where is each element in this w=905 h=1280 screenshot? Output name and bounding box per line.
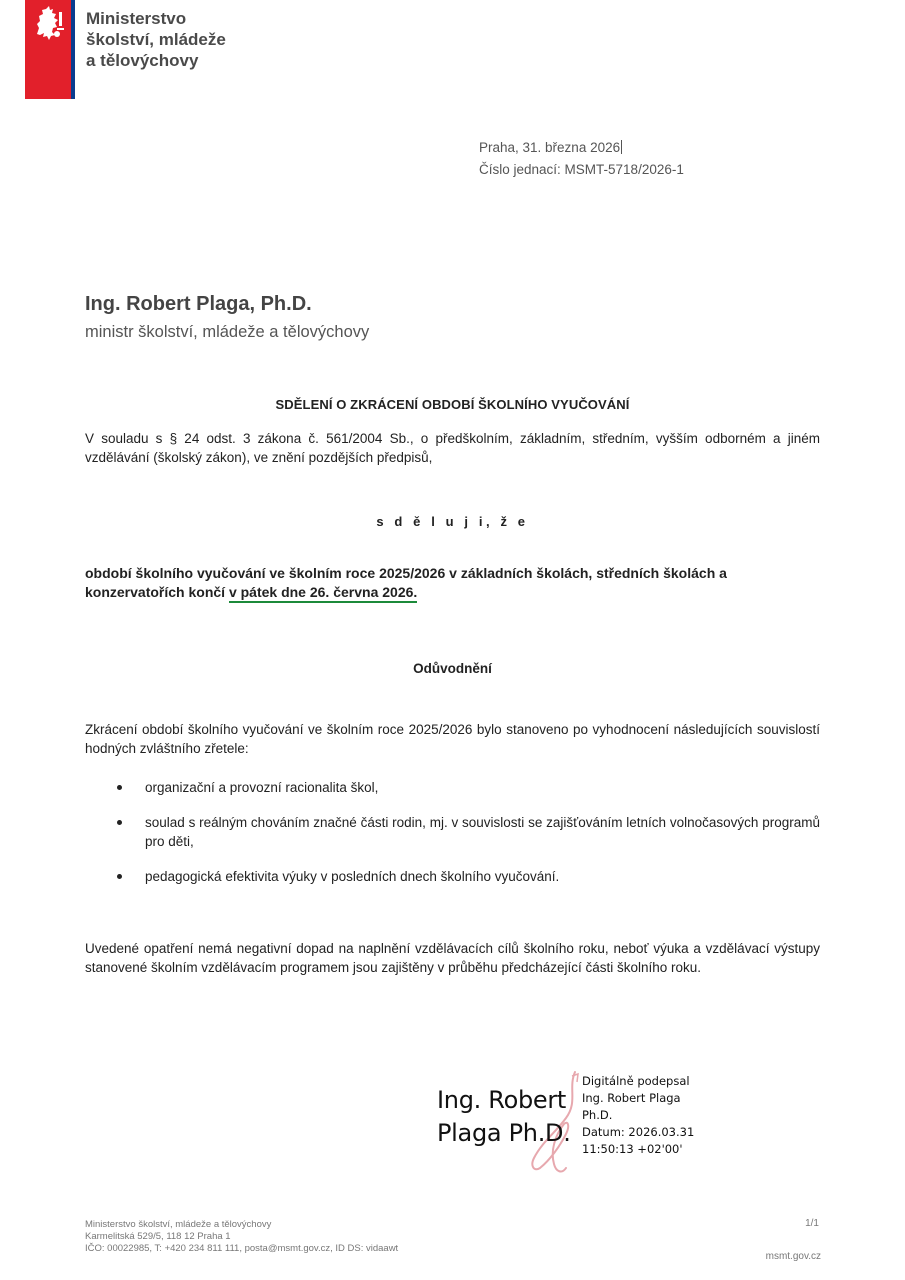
reference-number: Číslo jednací: MSMT-5718/2026-1 <box>479 162 684 177</box>
ministry-name <box>86 8 226 71</box>
signature-detail: Datum: 2026.03.31 <box>582 1125 695 1139</box>
ministry-name-line2: školství, mládeže <box>86 30 226 49</box>
signature-name-line2: Plaga Ph.D. <box>437 1119 571 1147</box>
logo-blue-bar <box>71 0 75 99</box>
page-number: 1/1 <box>805 1218 819 1229</box>
signature-detail: Ing. Robert Plaga <box>582 1091 681 1105</box>
dateline-block <box>479 137 684 181</box>
signature-name <box>437 1084 571 1150</box>
footer-line: Karmelitská 529/5, 118 12 Praha 1 <box>85 1231 231 1242</box>
footer-line: Ministerstvo školství, mládeže a tělovýchovy <box>85 1219 272 1230</box>
outcome-paragraph: Uvedené opatření nemá negativní dopad na naplnění vzdělávacích cílů školního roku, neboť výuka a vzdělávací výstupy stanovené školním vzdělávacím programem jsou zajištěny v průběhu předcházející části školního roku. <box>85 941 820 975</box>
signature-detail: 11:50:13 +02'00' <box>582 1142 683 1156</box>
decision-paragraph <box>85 564 820 602</box>
justification-heading: Odůvodnění <box>413 661 492 676</box>
footer-line: IČO: 00022985, T: +420 234 811 111, posta@msmt.gov.cz, ID DS: vidaawt <box>85 1243 399 1254</box>
list-item-text: soulad s reálným chováním značné části rodin, mj. v souvislosti se zajišťováním letních volnočasových programů pro děti, <box>145 815 820 849</box>
legal-basis-paragraph: V souladu s § 24 odst. 3 zákona č. 561/2004 Sb., o předškolním, základním, středním, vyšším odborném a jiném vzdělávání (školský zákon), ve znění pozdějších předpisů, <box>85 431 820 465</box>
justification-intro: Zkrácení období školního vyučování ve školním roce 2025/2026 bylo stanoveno po vyhodnocení následujících souvislostí hodných zvláštního zřetele: <box>85 722 820 756</box>
bullet-icon <box>117 820 122 825</box>
author-name: Ing. Robert Plaga, Ph.D. <box>85 293 312 315</box>
announce-heading: s d ě l u j i, ž e <box>376 514 529 529</box>
footer-address <box>85 1219 398 1255</box>
signature-detail: Digitálně podepsal <box>582 1074 690 1088</box>
list-item-text: organizační a provozní racionalita škol, <box>145 780 379 795</box>
document-heading: SDĚLENÍ O ZKRÁCENÍ OBDOBÍ ŠKOLNÍHO VYUČOVÁNÍ <box>275 397 630 412</box>
ministry-name-line1: Ministerstvo <box>86 9 187 28</box>
list-item-text: pedagogická efektivita výuky v posledních dnech školního vyučování. <box>145 869 560 884</box>
bullet-icon <box>117 785 122 790</box>
ministry-name-line3: a tělovýchovy <box>86 51 199 70</box>
decision-main-text: období školního vyučování ve školním roce 2025/2026 v základních školách, středních školách a konzervatořích končí <box>85 565 727 600</box>
lion-emblem-icon <box>31 4 67 44</box>
digital-signature-details <box>582 1073 694 1158</box>
list-item <box>85 867 820 886</box>
signature-name-line1: Ing. Robert <box>437 1086 567 1114</box>
justification-list <box>85 778 820 902</box>
author-title: ministr školství, mládeže a tělovýchovy <box>85 323 370 341</box>
list-item <box>85 813 820 851</box>
place-date: Praha, 31. března 2026 <box>479 140 621 155</box>
text-caret <box>621 140 622 154</box>
signature-detail: Ph.D. <box>582 1108 613 1122</box>
decision-highlight: v pátek dne 26. června 2026. <box>229 584 417 603</box>
footer-website: msmt.gov.cz <box>765 1251 821 1262</box>
list-item <box>85 778 820 797</box>
bullet-icon <box>117 874 122 879</box>
